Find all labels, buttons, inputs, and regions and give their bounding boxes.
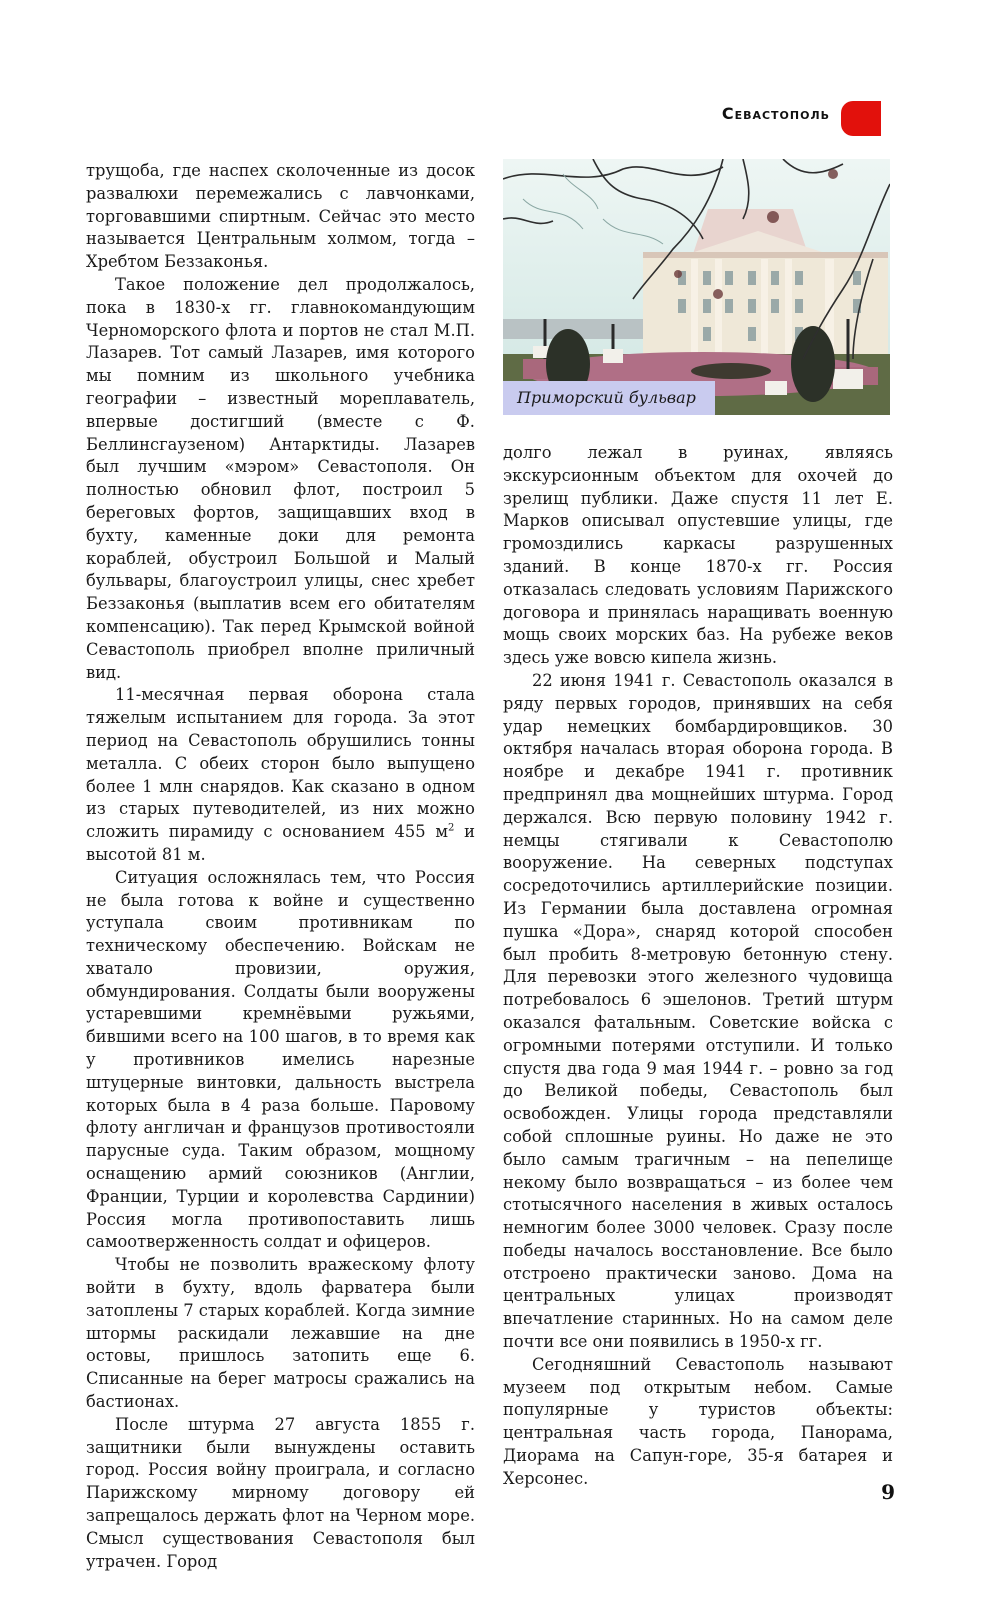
superscript: 2 — [448, 822, 455, 834]
photo-caption: Приморский бульвар — [503, 381, 715, 415]
paragraph — [86, 684, 475, 866]
paragraph: После штурма 27 августа 1855 г. защитники были вынуждены оставить город. Россия войну проиграла, и согласно Парижскому мирному договору ей запрещалось держать флот на Черном море. Смысл существования Севастополя был утрачен. Город — [86, 1414, 475, 1571]
page-number: 9 — [881, 1480, 895, 1504]
photo-primorsky-boulevard — [503, 159, 890, 415]
right-text-column — [503, 442, 893, 1491]
paragraph: Сегодняшний Севастополь называют музеем под открытым небом. Самые популярные у туристов объекты: центральная часть города, Панорама, Диорама на Сапун-горе, 35-я батарея и Херсонес. — [503, 1354, 893, 1488]
paragraph: трущоба, где наспех сколоченные из досок развалюхи перемежались с лавчонками, торговавшими спиртным. Сейчас это место называется Центральным холмом, тогда – Хребтом Беззаконья. — [86, 161, 475, 272]
paragraph: Чтобы не позволить вражескому флоту войти в бухту, вдоль фарватера были затоплены 7 старых кораблей. Когда зимние штормы раскидали лежавшие на дне остовы, пришлось затопить еще 6. Списанные на берег матросы сражались на бастионах. — [86, 1255, 475, 1412]
photo-figure — [503, 159, 890, 415]
paragraph: 22 июня 1941 г. Севастополь оказался в ряду первых городов, принявших на себя удар немецких бомбардировщиков. 30 октября началась вторая оборона города. В ноябре и декабре 1941 г. противник предпринял два мощнейших штурма. Город держался. Всю первую половину 1942 г. немцы стягивали к Севастополю вооружение. На северных подступах сосредоточились артиллерийские позиции. Из Германии была доставлена огромная пушка «Дора», снаряд которой способен был пробить 8-метровую бетонную стену. Для перевозки этого железного чудовища потребовалось 6 эшелонов. Третий штурм оказался фатальным. Советские войска с огромными потерями отступили. И только спустя два года 9 мая 1944 г. – ровно за год до Великой победы, Севастополь был освобожден. Улицы города представляли собой сплошные руины. Но даже не это было самым трагичным – на пепелище некому было возвращаться – из более чем стотысячного населения в живых осталось немногим более 3000 человек. Сразу после победы началось восстановление. Все было отстроено практически заново. Дома на центральных улицах производят впечатление старинных. Но на самом деле почти все они появились в 1950-х гг. — [503, 670, 893, 1352]
paragraph: Такое положение дел продолжалось, пока в 1830-х гг. главнокомандующим Черноморского флота и портов не стал М.П. Лазарев. Тот самый Лазарев, имя которого мы помним из школьного учебника географии – известный мореплаватель, впервые достигший (вместе с Ф. Беллинсгаузеном) Антарктиды. Лазарев был лучшим «мэром» Севастополя. Он полностью обновил флот, построил 5 береговых фортов, защищавших вход в бухту, каменные доки для ремонта кораблей, обустроил Большой и Малый бульвары, благоустроил улицы, снес хребет Беззаконья (выплатив всем его обитателям компенсацию). Так перед Крымской войной Севастополь приобрел вполне приличный вид. — [86, 274, 475, 682]
left-text-column — [86, 160, 475, 1573]
running-head-title: Севастополь — [721, 104, 830, 123]
paragraph: Ситуация осложнялась тем, что Россия не была готова к войне и существенно уступала своим противникам по техническому обеспечению. Войскам не хватало провизии, оружия, обмундирования. Солдаты были вооружены устаревшими кремнёвыми ружьями, бившими всего на 100 шагов, в то время как у противников имелись нарезные штуцерные винтовки, дальность выстрела которых была в 4 раза больше. Паровому флоту англичан и французов противостояли парусные суда. Таким образом, мощному оснащению армий союзников (Англии, Франции, Турции и королевства Сардинии) Россия могла противопоставить лишь самоотверженность солдат и офицеров. — [86, 867, 475, 1252]
paragraph-text: и высотой 81 м. — [86, 822, 475, 864]
paragraph: долго лежал в руинах, являясь экскурсионным объектом для охочей до зрелищ публики. Даже спустя 11 лет Е. Марков описывал опустевшие улицы, где громоздились каркасы разрушенных зданий. В конце 1870-х гг. Россия отказалась следовать условиям Парижского договора и принялась наращивать военную мощь своих морских баз. На рубеже веков здесь уже вовсю кипела жизнь. — [503, 443, 893, 668]
section-tab-marker — [841, 101, 881, 136]
paragraph-text: 11-месячная первая оборона стала тяжелым испытанием для города. За этот период на Севастополь обрушились тонны металла. С обеих сторон было выпущено более 1 млн снарядов. Как сказано в одном из старых путеводителей, из них можно сложить пирамиду с основанием 455 м — [86, 685, 475, 842]
